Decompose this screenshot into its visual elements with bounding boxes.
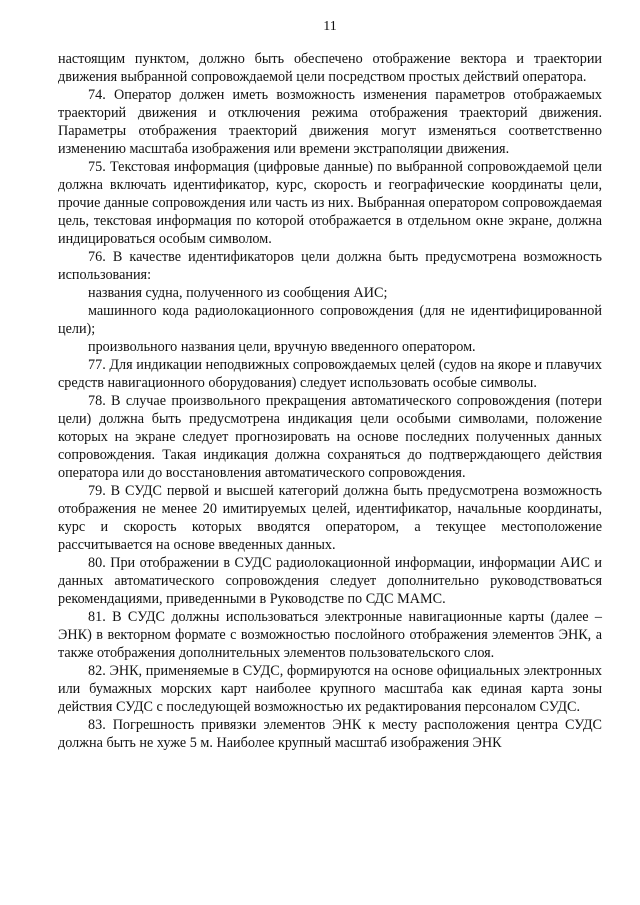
- paragraph-continuation: настоящим пунктом, должно быть обеспечено отображение вектора и траектории движения выбранной сопровождаемой цели посредством простых действий оператора.: [58, 51, 602, 85]
- page-number: 11: [323, 19, 337, 34]
- paragraph-83: 83. Погрешность привязки элементов ЭНК к месту расположения центра СУДС должна быть не хуже 5 м. Наиболее крупный масштаб изображения ЭНК: [58, 717, 602, 751]
- paragraph-74: 74. Оператор должен иметь возможность изменения параметров отображаемых траекторий движения и отключения режима отображения траекторий движения. Параметры отображения траекторий движения могут изменяться соответственно изменению масштаба изображения или времени экстраполяции движения.: [58, 87, 602, 157]
- paragraph-77: 77. Для индикации неподвижных сопровождаемых целей (судов на якоре и плавучих средств навигационного оборудования) следует использовать особые символы.: [58, 357, 602, 391]
- paragraph-81: 81. В СУДС должны использоваться электронные навигационные карты (далее – ЭНК) в векторном формате с возможностью послойного отображения элементов ЭНК, а также отображения дополнительных элементов пользовательского слоя.: [58, 609, 602, 661]
- paragraph-75: 75. Текстовая информация (цифровые данные) по выбранной сопровождаемой цели должна включать идентификатор, курс, скорость и географические координаты цели, прочие данные сопровождения или часть из них. Выбранная оператором сопровождаемая цель, текстовая информация по которой отображается в отдельном окне экране, должна индицироваться особым символом.: [58, 159, 602, 247]
- paragraph-76: 76. В качестве идентификаторов цели должна быть предусмотрена возможность использования:: [58, 249, 602, 283]
- paragraph-80: 80. При отображении в СУДС радиолокационной информации, информации АИС и данных автоматического сопровождения следует дополнительно руководствоваться рекомендациями, приведенными в Руководстве по СДС МАМС.: [58, 555, 602, 607]
- list-item-arbitrary-name: произвольного названия цели, вручную введенного оператором.: [88, 339, 476, 355]
- paragraph-82: 82. ЭНК, применяемые в СУДС, формируются на основе официальных электронных или бумажных морских карт наиболее крупного масштаба как единая карта зоны действия СУДС с последующей возможностью их редактирования персоналом СУДС.: [58, 663, 602, 715]
- list-item-vessel-name: названия судна, полученного из сообщения АИС;: [88, 285, 388, 301]
- paragraph-79: 79. В СУДС первой и высшей категорий должна быть предусмотрена возможность отображения не менее 20 имитируемых целей, идентификатор, начальные координаты, курс и скорость которых вводятся оператором, а текущее местоположение рассчитывается на основе введенных данных.: [58, 483, 602, 553]
- paragraph-78: 78. В случае произвольного прекращения автоматического сопровождения (потери цели) должна быть предусмотрена индикация цели особыми символами, положение которых на экране следует прогнозировать на основе последних полученных данных сопровождения. Такая индикация должна сохраняться до подтверждающего действия оператора или до восстановления автоматического сопровождения.: [58, 393, 602, 481]
- list-item-machine-code: машинного кода радиолокационного сопровождения (для не идентифицированной цели);: [58, 303, 602, 337]
